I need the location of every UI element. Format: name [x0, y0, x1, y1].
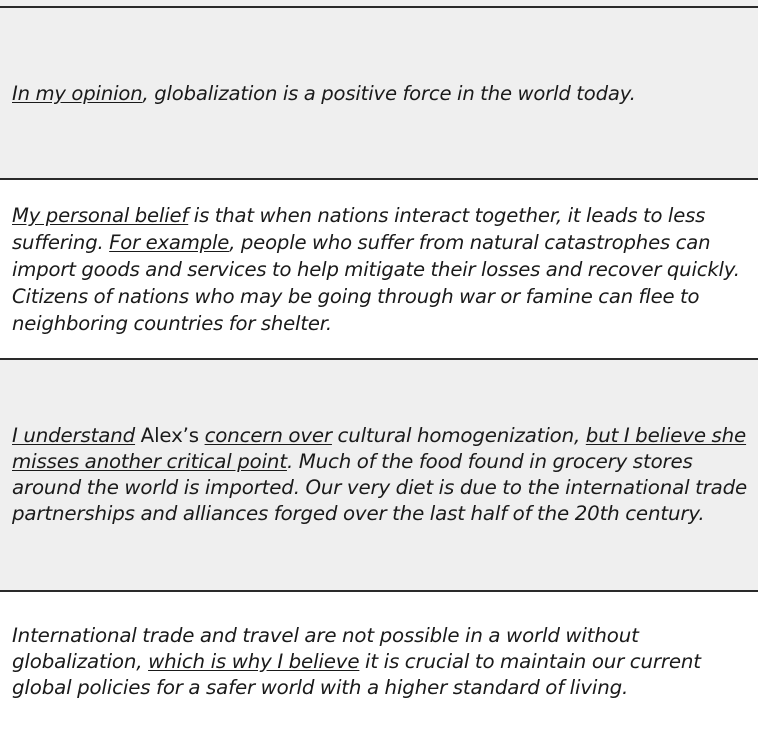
table-row-belief [0, 180, 758, 360]
row-text [12, 202, 748, 337]
table-top-cell [0, 0, 758, 8]
text-segment: cultural homogenization, [331, 424, 586, 447]
table-row-conclusion [0, 592, 758, 731]
text-segment: International trade and travel are not possible in a world without globalization, [12, 623, 639, 673]
phrase-in-my-opinion: In my opinion [12, 81, 143, 105]
table-row-counterpoint [0, 360, 758, 592]
text-segment: it is crucial to maintain our current global policies for a safer world with a higher standard of living. [12, 649, 701, 699]
row-text [12, 423, 748, 527]
phrase-concern-over: concern over [204, 424, 332, 447]
table-row-opinion [0, 8, 758, 180]
page-bottom-margin [0, 731, 766, 746]
row-text [12, 80, 636, 107]
phrase-for-example: For example [109, 230, 230, 254]
text-segment: . Much of the food found in grocery stores around the world is imported. Our very diet is due to the international trade partnerships and alliances forged over the last half of the 20th century. [12, 450, 748, 525]
phrase-my-personal-belief: My personal belief [12, 203, 189, 227]
phrase-i-understand: I understand [12, 424, 136, 447]
row-text [12, 623, 748, 701]
phrase-which-is-why: which is why I believe [148, 649, 360, 673]
text-segment: , globalization is a positive force in the world today. [142, 81, 636, 105]
phrase-but-i-believe: but I believe she misses another critical point [12, 424, 747, 473]
text-segment: , people who suffer from natural catastrophes can import goods and services to help mitigate their losses and recover quickly. Citizens of nations who may be going through war or famine can flee to neighboring countries for shelter. [12, 230, 740, 335]
text-segment: is that when nations interact together, it leads to less suffering. [12, 203, 706, 254]
text-segment: Alex’s [135, 424, 205, 447]
